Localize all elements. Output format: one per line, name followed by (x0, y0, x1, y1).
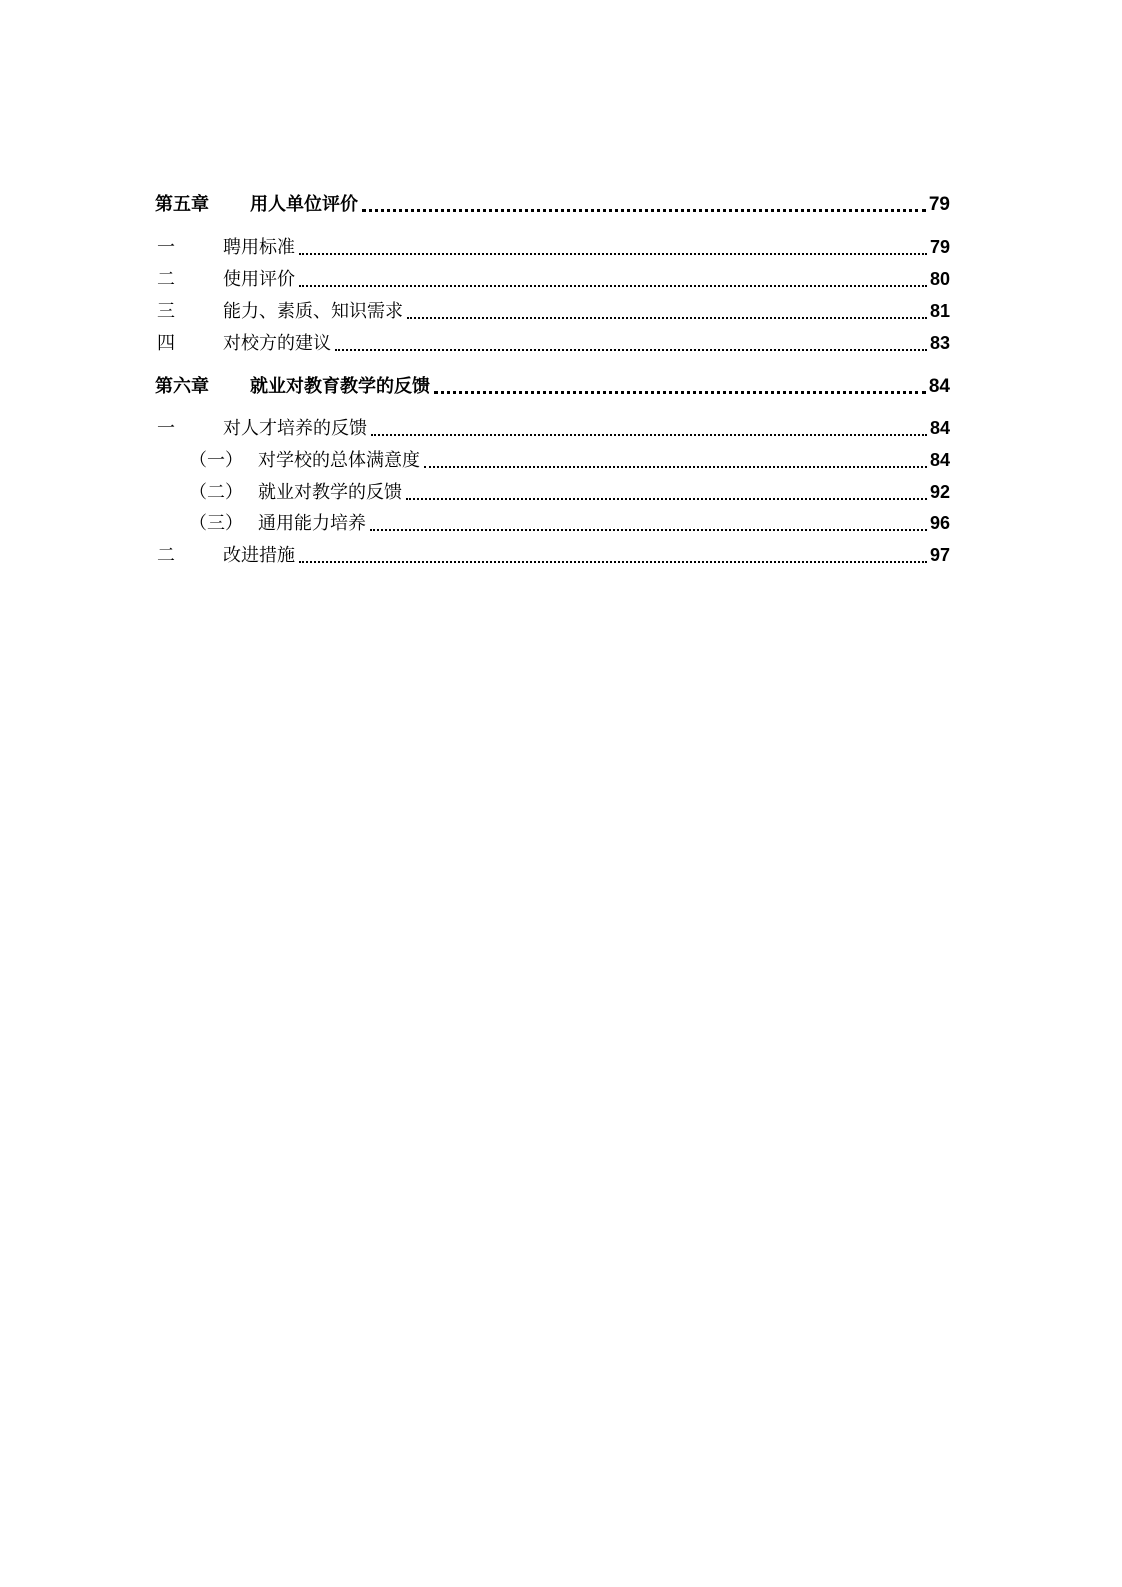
toc-entry[interactable] (155, 265, 950, 291)
section-title: 改进措施 (223, 545, 295, 566)
dot-leader (299, 285, 927, 287)
toc-chapter-6[interactable] (155, 372, 950, 398)
subsection-title: 通用能力培养 (258, 513, 366, 534)
section-title: 对校方的建议 (223, 333, 331, 354)
toc-entry[interactable] (155, 541, 950, 567)
section-number: 二 (157, 269, 175, 290)
chapter-title: 用人单位评价 (250, 194, 358, 215)
chapter-number: 第五章 (155, 194, 209, 215)
page-number: 79 (928, 194, 950, 215)
dot-leader (371, 434, 927, 436)
page-number: 84 (929, 418, 950, 438)
dot-leader (406, 498, 927, 500)
dot-leader (335, 349, 927, 351)
page-number: 92 (929, 482, 950, 502)
chapter-title: 就业对教育教学的反馈 (250, 376, 430, 397)
dot-leader (299, 253, 927, 255)
page-number: 96 (929, 513, 950, 533)
toc-entry[interactable] (155, 233, 950, 259)
page-number: 97 (929, 545, 950, 565)
section-number: 四 (157, 333, 175, 354)
subsection-title: 对学校的总体满意度 (258, 450, 420, 471)
toc-subentry[interactable] (155, 478, 950, 504)
page-number: 80 (929, 269, 950, 289)
chapter-number: 第六章 (155, 376, 209, 397)
dot-leader (370, 529, 927, 531)
toc-entry[interactable] (155, 414, 950, 440)
section-number: 一 (157, 418, 175, 439)
section-number: 二 (157, 545, 175, 566)
page-number: 81 (929, 301, 950, 321)
section-title: 对人才培养的反馈 (223, 418, 367, 439)
page-number: 79 (929, 237, 950, 257)
dot-leader (434, 391, 926, 394)
toc-entry[interactable] (155, 329, 950, 355)
subsection-number: （三） (189, 513, 243, 534)
dot-leader (424, 466, 927, 468)
section-number: 三 (157, 301, 175, 322)
page-number: 83 (929, 333, 950, 353)
toc-subentry[interactable] (155, 446, 950, 472)
section-title: 聘用标准 (223, 237, 295, 258)
subsection-number: （一） (189, 450, 243, 471)
page-number: 84 (929, 450, 950, 470)
dot-leader (407, 317, 927, 319)
toc-chapter-5[interactable] (155, 190, 950, 216)
section-title: 使用评价 (223, 269, 295, 290)
dot-leader (362, 209, 926, 212)
section-title: 能力、素质、知识需求 (223, 301, 403, 322)
subsection-number: （二） (189, 482, 243, 503)
page-number: 84 (928, 376, 950, 397)
toc-entry[interactable] (155, 297, 950, 323)
toc-subentry[interactable] (155, 509, 950, 535)
dot-leader (299, 561, 927, 563)
subsection-title: 就业对教学的反馈 (258, 482, 402, 503)
section-number: 一 (157, 237, 175, 258)
